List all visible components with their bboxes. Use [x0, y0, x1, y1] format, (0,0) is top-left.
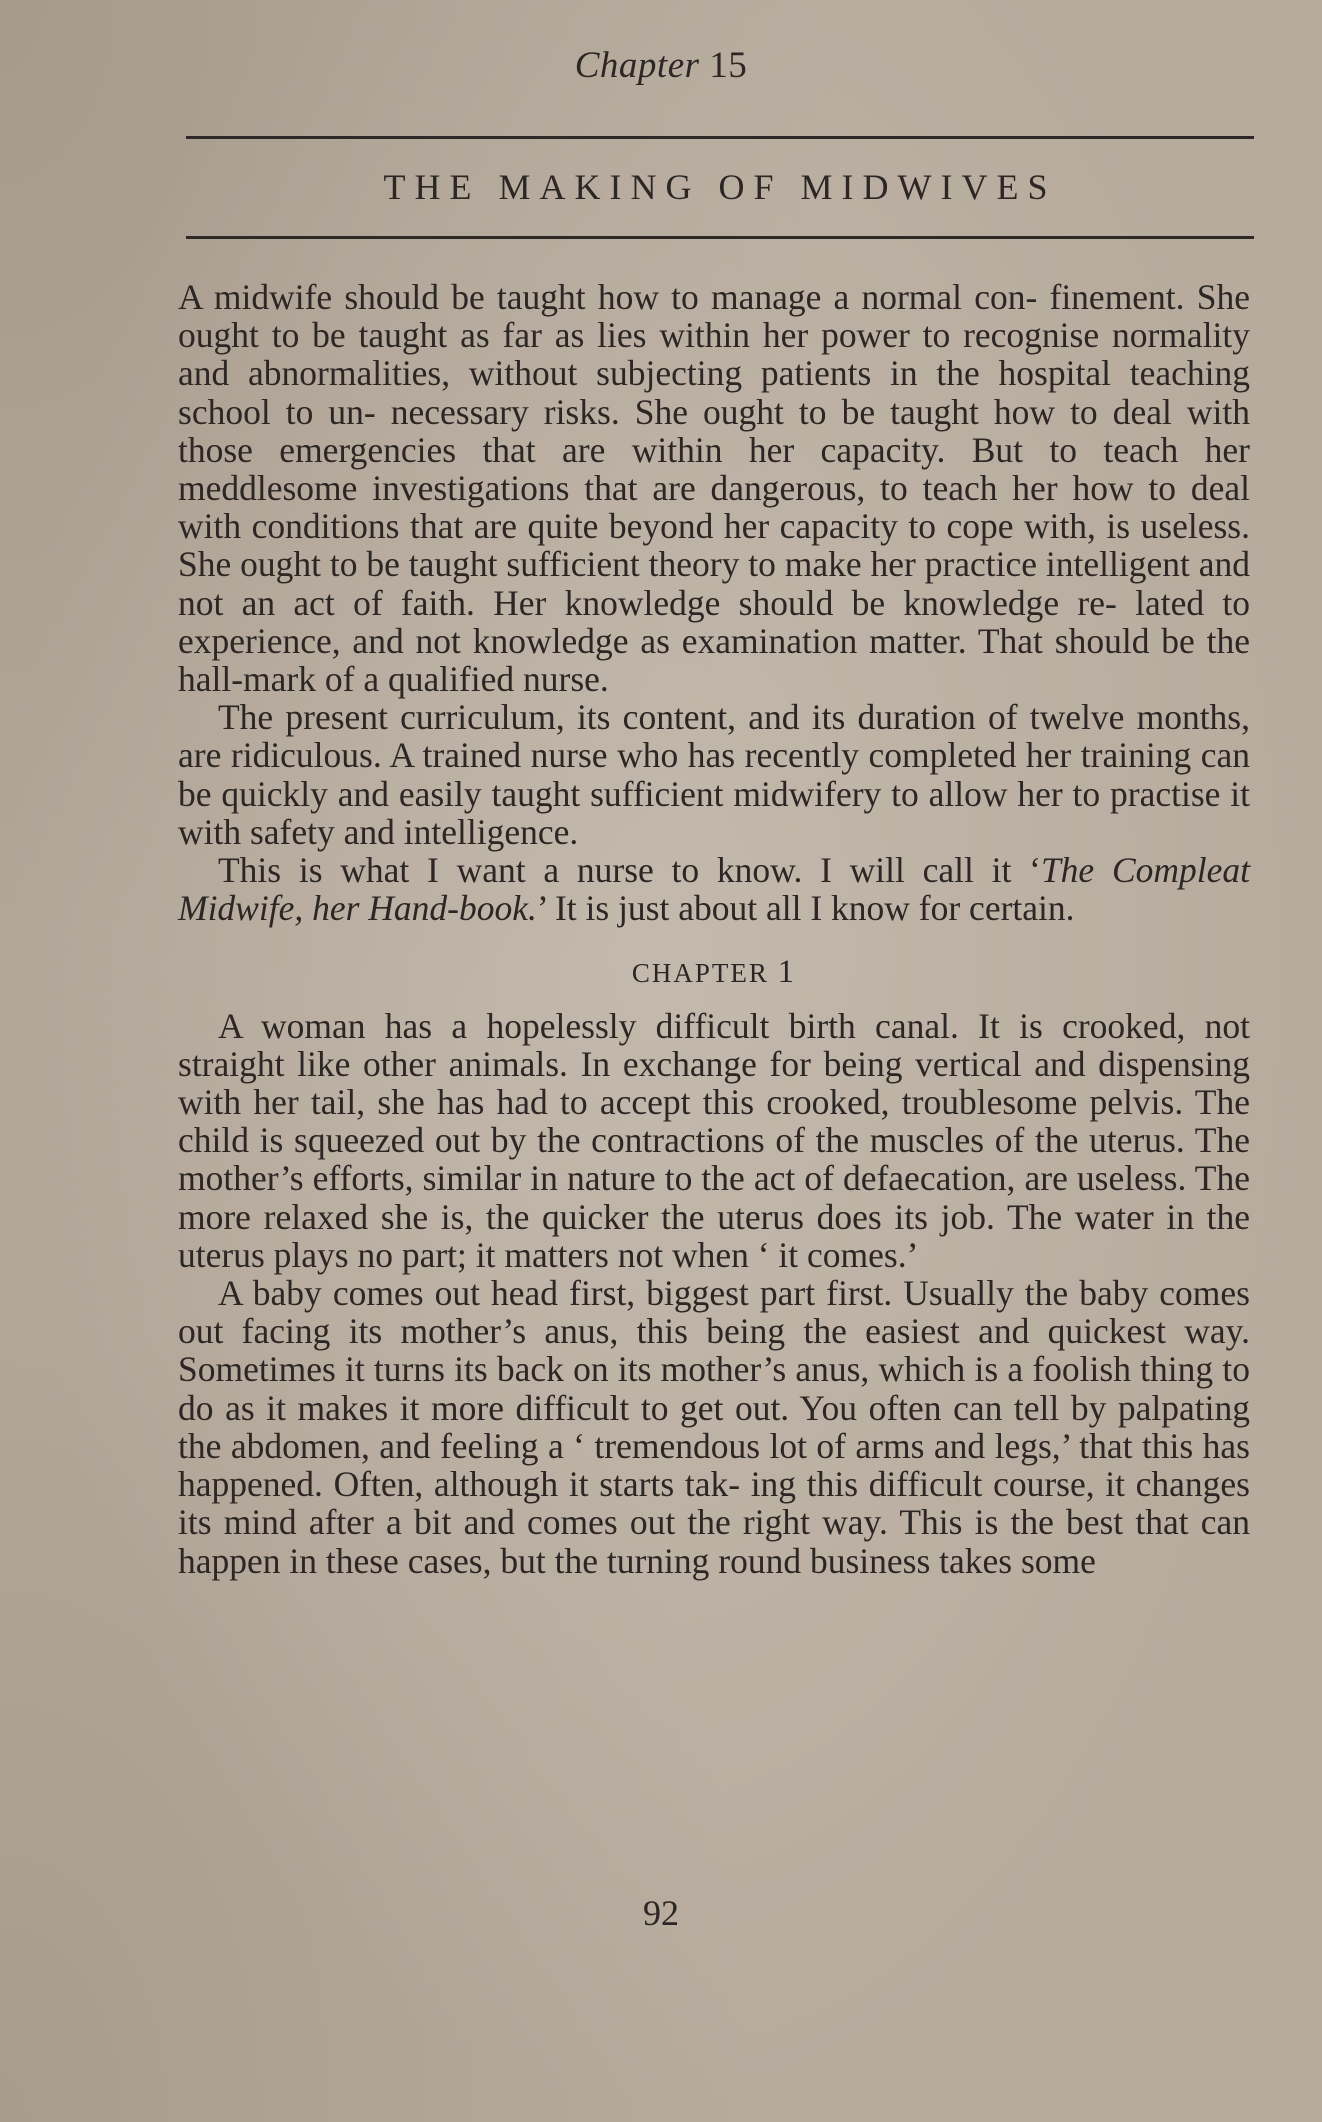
- paragraph: A baby comes out head first, biggest part first. Usually the baby comes out facing its mother’s anus, this being the easiest and quickest way. Sometimes it turns its back on its mother’s anus, which is a foolish thing to do as it makes it more difficult to get out. You often can tell by palpating the abdomen, and feeling a ‘ tremendous lot of arms and legs,’ that this has happened. Often, although it starts tak- ing this difficult course, it changes its mind after a bit and comes out the right way. This is the best that can happen in these cases, but the turning round business takes some: [178, 1273, 1250, 1581]
- title-rule-bottom: [186, 236, 1254, 239]
- section-label: CHAPTER: [631, 958, 769, 989]
- paragraph: A woman has a hopelessly difficult birth canal. It is crooked, not straight like other animals. In exchange for being vertical and dispensing with her tail, she has had to accept this crooked, troublesome pelvis. The child is squeezed out by the contractions of the muscles of the uterus. The mother’s efforts, similar in nature to the act of defaecation, are useless. The more relaxed she is, the quicker the uterus does its job. The water in the uterus plays no part; it matters not when ‘ it comes.’: [178, 1005, 1250, 1275]
- running-head-number: 15: [709, 45, 748, 86]
- title-rule-top: [186, 136, 1254, 139]
- handbook-title: The Compleat Midwife, her Hand-book.: [178, 850, 1250, 929]
- section-heading: [178, 953, 1250, 992]
- paragraph: A midwife should be taught how to manage a normal con- finement. She ought to be taught as far as lies within her power to recognise normality and abnormalities, without subjecting patients in the hospital teaching school to un- necessary risks. She ought to be taught how to deal with those emergencies that are within her capacity. But to teach her meddlesome investigations that are dangerous, to teach her how to deal with conditions that are quite beyond her capacity to cope with, is useless. She ought to be taught sufficient theory to make her practice intelligent and not an act of faith. Her knowledge should be knowledge re- lated to experience, and not knowledge as examination matter. That should be the hall-mark of a qualified nurse.: [178, 277, 1250, 700]
- chapter-title: THE MAKING OF MIDWIVES: [383, 167, 1057, 207]
- page-number: 92: [643, 1893, 679, 1933]
- section-number: 1: [777, 954, 797, 991]
- body-text: [178, 278, 1250, 1580]
- handbook-text-before: This is what I want a nurse to know. I will call it ‘: [218, 850, 1041, 891]
- running-head-word: Chapter: [574, 45, 700, 86]
- running-head: [0, 44, 1322, 87]
- paragraph: The present curriculum, its content, and its duration of twelve months, are ridiculous. A trained nurse who has recently completed her training can be quickly and easily taught sufficient midwifery to allow her to practise it with safety and intelligence.: [178, 697, 1250, 852]
- handbook-text-after: ’ It is just about all I know for certain.: [536, 888, 1075, 929]
- paragraph-handbook: [178, 851, 1250, 927]
